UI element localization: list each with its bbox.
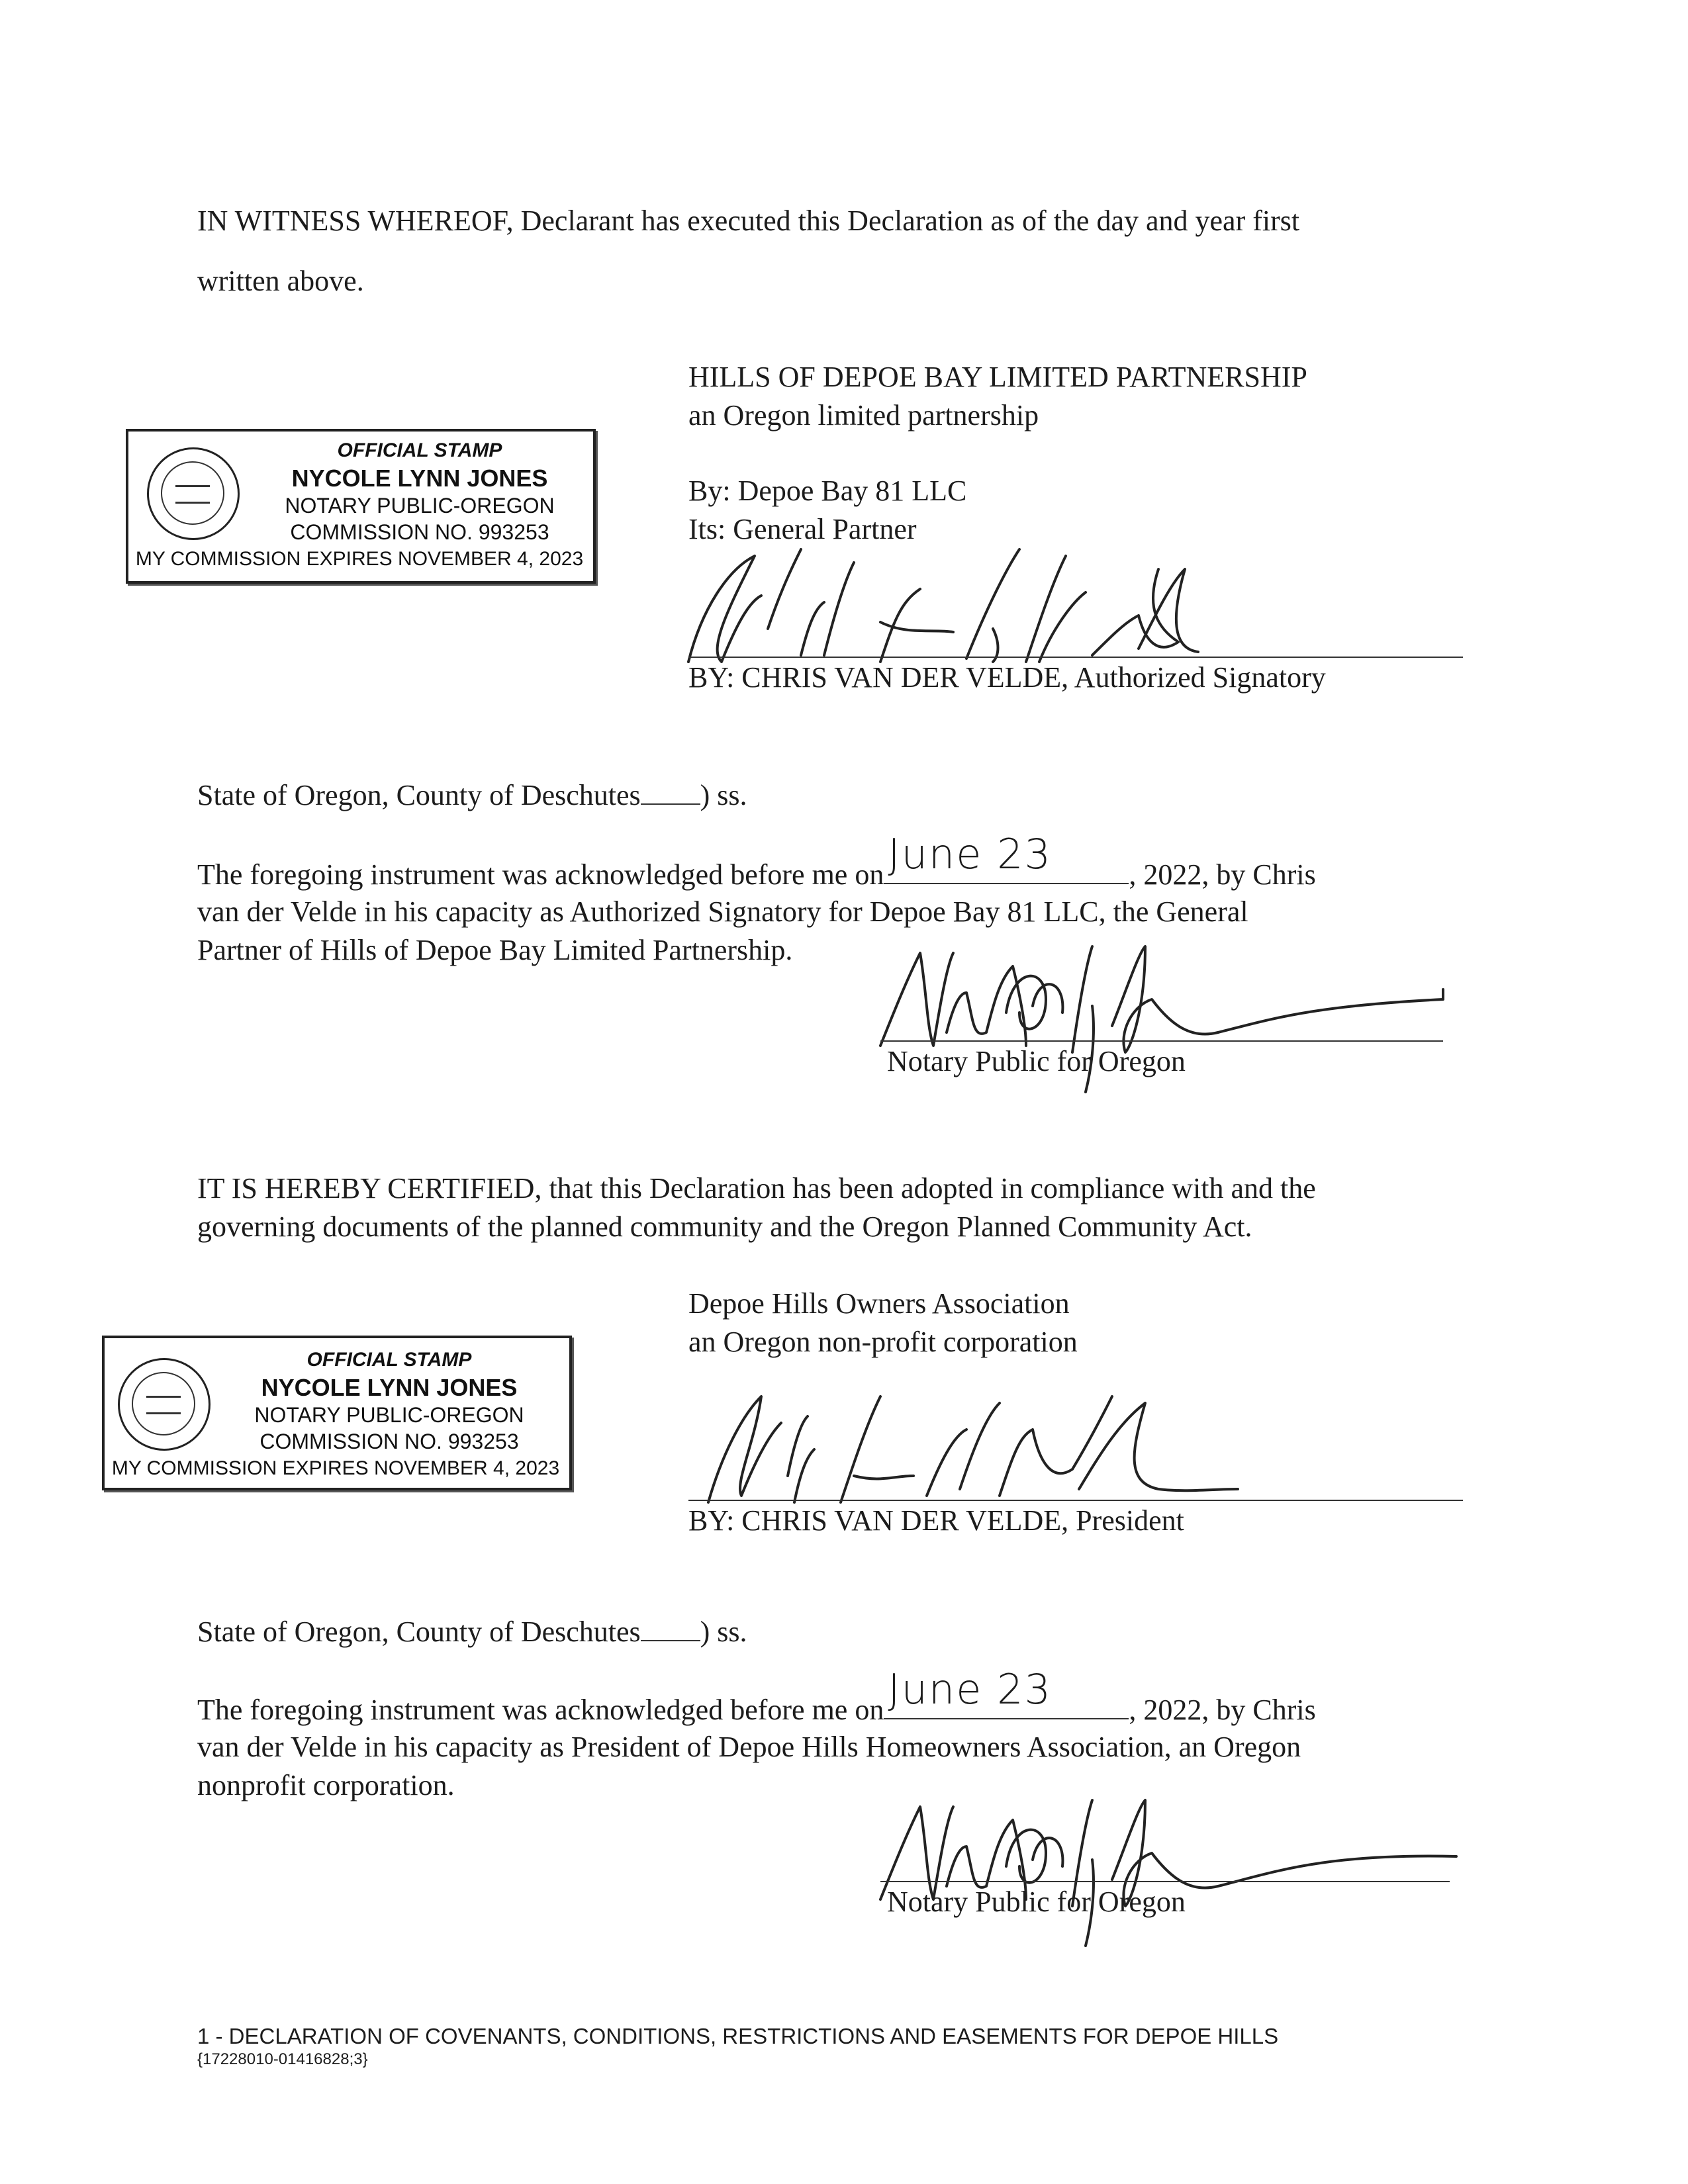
signature-line-1 bbox=[688, 657, 1463, 658]
ack-1-venue-text: State of Oregon, County of Deschutes bbox=[197, 779, 641, 811]
notary-line-1 bbox=[880, 1040, 1443, 1042]
stamp-expiration: MY COMMISSION EXPIRES NOVEMBER 4, 2023 bbox=[135, 548, 584, 570]
its-line-1: Its: General Partner bbox=[688, 513, 917, 545]
ack-2-line-2: van der Velde in his capacity as President of Depoe Hills Homeowners Association, an Oregon bbox=[197, 1731, 1301, 1763]
certified-paragraph-line-1: IT IS HEREBY CERTIFIED, that this Declaration has been adopted in compliance with and the bbox=[197, 1172, 1316, 1205]
stamp-notary-name: NYCOLE LYNN JONES bbox=[291, 465, 548, 492]
ack-2-venue-suffix: ) ss. bbox=[700, 1615, 747, 1648]
footer-title: 1 - DECLARATION OF COVENANTS, CONDITIONS, RESTRICTIONS AND EASEMENTS FOR DEPOE HILLS bbox=[197, 2024, 1279, 2048]
witness-paragraph-line-1: IN WITNESS WHEREOF, Declarant has executed this Declaration as of the day and year first bbox=[197, 205, 1300, 237]
notary-stamp-1 bbox=[126, 429, 596, 584]
notary-signature-2 bbox=[874, 1767, 1470, 1952]
ack-1-line-2: van der Velde in his capacity as Authorized Signatory for Depoe Bay 81 LLC, the General bbox=[197, 895, 1248, 928]
ack-2-venue-text: State of Oregon, County of Deschutes bbox=[197, 1615, 641, 1648]
footer-doc-id: {17228010-01416828;3} bbox=[197, 2050, 368, 2068]
certified-paragraph-line-2: governing documents of the planned community and the Oregon Planned Community Act. bbox=[197, 1210, 1252, 1243]
ack-1-date-field bbox=[884, 830, 1129, 884]
notary-stamp-2 bbox=[102, 1336, 572, 1490]
signature-chris-van-der-velde-1 bbox=[682, 529, 1278, 682]
ack-1-line-1-suffix: , 2022, by Chris bbox=[1129, 858, 1316, 891]
ack-2-line-3: nonprofit corporation. bbox=[197, 1769, 455, 1801]
state-seal-icon bbox=[147, 447, 240, 540]
signatory-line-2: BY: CHRIS VAN DER VELDE, President bbox=[688, 1504, 1184, 1537]
ack-2-line-1-prefix: The foregoing instrument was acknowledged before me on bbox=[197, 1694, 884, 1726]
notary-caption-1: Notary Public for Oregon bbox=[887, 1045, 1186, 1077]
stamp-commission: COMMISSION NO. 993253 bbox=[290, 520, 549, 544]
ack-1-line-1 bbox=[197, 830, 1316, 891]
entity-type-1: an Oregon limited partnership bbox=[688, 399, 1039, 432]
signatory-line-1: BY: CHRIS VAN DER VELDE, Authorized Signatory bbox=[688, 661, 1326, 694]
ack-1-venue-suffix: ) ss. bbox=[700, 779, 747, 811]
stamp-notary-name: NYCOLE LYNN JONES bbox=[261, 1374, 518, 1401]
entity-type-2: an Oregon non-profit corporation bbox=[688, 1326, 1078, 1358]
stamp-title: OFFICIAL STAMP bbox=[337, 439, 502, 461]
ack-2-line-1 bbox=[197, 1665, 1316, 1726]
ack-2-venue-blank bbox=[641, 1640, 700, 1641]
signature-chris-van-der-velde-2 bbox=[682, 1370, 1278, 1516]
stamp-role: NOTARY PUBLIC-OREGON bbox=[254, 1403, 524, 1427]
ack-2-line-1-suffix: , 2022, by Chris bbox=[1129, 1694, 1316, 1726]
stamp-commission: COMMISSION NO. 993253 bbox=[259, 1430, 519, 1453]
state-seal-icon bbox=[118, 1358, 211, 1451]
ack-2-venue bbox=[197, 1617, 747, 1647]
ack-1-handwritten-date: June 23 bbox=[888, 830, 1052, 878]
stamp-expiration: MY COMMISSION EXPIRES NOVEMBER 4, 2023 bbox=[111, 1457, 560, 1479]
ack-1-line-3: Partner of Hills of Depoe Bay Limited Partnership. bbox=[197, 934, 793, 966]
notary-caption-2: Notary Public for Oregon bbox=[887, 1886, 1186, 1918]
stamp-role: NOTARY PUBLIC-OREGON bbox=[285, 494, 555, 518]
ack-2-handwritten-date: June 23 bbox=[888, 1665, 1052, 1713]
stamp-title: OFFICIAL STAMP bbox=[306, 1349, 472, 1371]
ack-1-venue-blank bbox=[641, 803, 700, 805]
entity-name-1: HILLS OF DEPOE BAY LIMITED PARTNERSHIP bbox=[688, 361, 1307, 393]
entity-name-2: Depoe Hills Owners Association bbox=[688, 1287, 1070, 1320]
by-line-1: By: Depoe Bay 81 LLC bbox=[688, 475, 967, 507]
notary-line-2 bbox=[880, 1881, 1450, 1882]
ack-1-venue bbox=[197, 781, 747, 810]
ack-2-date-field bbox=[884, 1665, 1129, 1719]
witness-paragraph-line-2: written above. bbox=[197, 265, 364, 297]
ack-1-line-1-prefix: The foregoing instrument was acknowledged before me on bbox=[197, 858, 884, 891]
signature-line-2 bbox=[688, 1500, 1463, 1501]
